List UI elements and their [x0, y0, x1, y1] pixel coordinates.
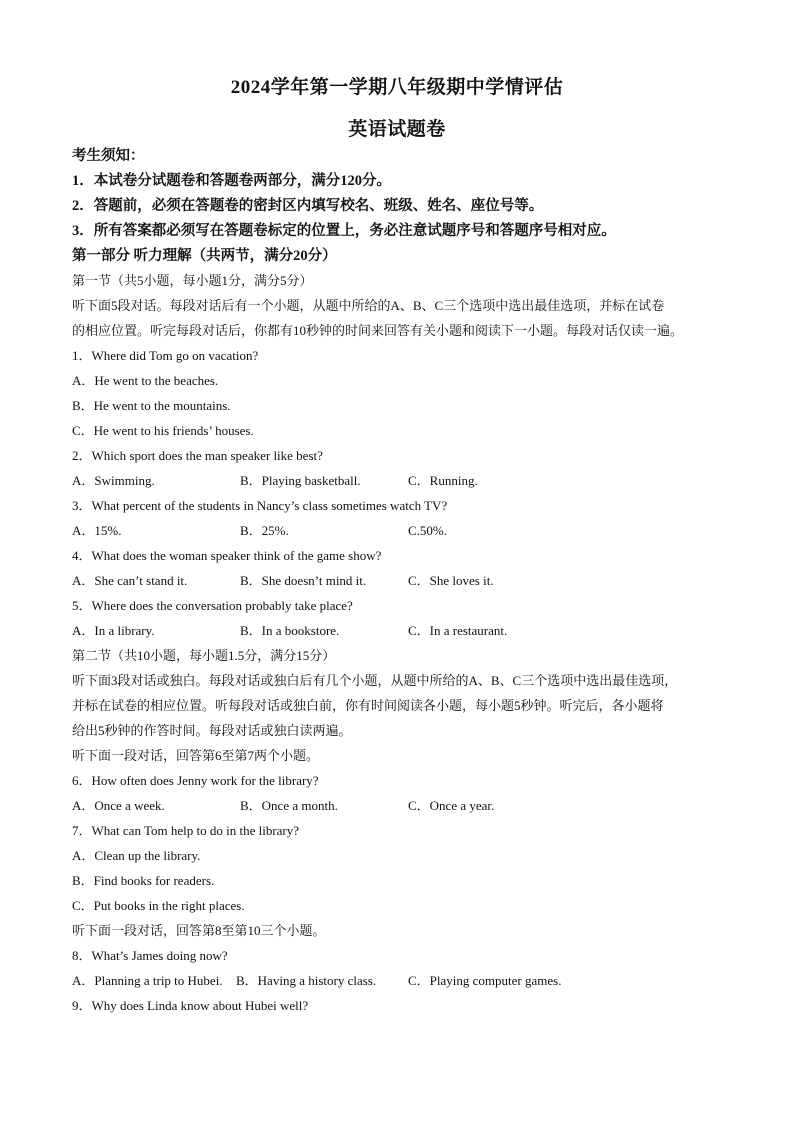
- exam-title: 2024学年第一学期八年级期中学情评估: [230, 77, 564, 98]
- section1-heading: 第一节（共5小题，每小题1分，满分5分）: [72, 273, 313, 288]
- part1-heading: 第一部分 听力理解（共两节，满分20分）: [72, 248, 337, 264]
- notice-item-2: 2．答题前，必须在答题卷的密封区内填写校名、班级、姓名、座位号等。: [72, 198, 544, 214]
- dialog2-intro: 听下面一段对话，回答第8至第10三个小题。: [72, 923, 326, 938]
- section2-heading: 第二节（共10小题，每小题1.5分，满分15分）: [72, 648, 336, 663]
- question-7-option-c: C．Put books in the right places.: [72, 898, 245, 913]
- question-3-option-c: C.50%.: [408, 523, 447, 538]
- section1-instructions-line1: 听下面5段对话。每段对话后有一个小题，从题中所给的A、B、C三个选项中选出最佳选项，并标在试卷: [72, 298, 665, 313]
- question-6-option-b: B．Once a month.: [240, 798, 338, 813]
- question-6-option-a: A．Once a week.: [72, 798, 165, 813]
- question-5-option-b: B．In a bookstore.: [240, 623, 340, 638]
- question-8-option-a: A．Planning a trip to Hubei.: [72, 973, 223, 988]
- question-1-option-a: A．He went to the beaches.: [72, 373, 219, 388]
- question-4-stem: 4．What does the woman speaker think of the game show?: [72, 548, 382, 563]
- question-7-stem: 7．What can Tom help to do in the library?: [72, 823, 300, 838]
- question-6-stem: 6．How often does Jenny work for the library?: [72, 773, 319, 788]
- question-2-option-a: A．Swimming.: [72, 473, 155, 488]
- question-3-option-b: B．25%.: [240, 523, 289, 538]
- question-2-option-b: B．Playing basketball.: [240, 473, 361, 488]
- question-9-stem: 9．Why does Linda know about Hubei well?: [72, 998, 309, 1013]
- question-1-stem: 1．Where did Tom go on vacation?: [72, 348, 259, 363]
- section1-instructions-line2: 的相应位置。听完每段对话后，你都有10秒钟的时间来回答有关小题和阅读下一小题。每段对话仅读一遍。: [72, 323, 684, 338]
- section2-instructions-line1: 听下面3段对话或独白。每段对话或独白后有几个小题，从题中所给的A、B、C三个选项中选出最佳选项，: [72, 673, 678, 688]
- question-5-option-a: A．In a library.: [72, 623, 155, 638]
- exam-subtitle: 英语试题卷: [348, 119, 446, 140]
- question-4-option-a: A．She can’t stand it.: [72, 573, 188, 588]
- notice-item-3: 3．所有答案都必须写在答题卷标定的位置上，务必注意试题序号和答题序号相对应。: [72, 223, 616, 239]
- question-8-option-b: B．Having a history class.: [236, 973, 377, 988]
- question-1-option-b: B．He went to the mountains.: [72, 398, 231, 413]
- dialog1-intro: 听下面一段对话，回答第6至第7两个小题。: [72, 748, 320, 763]
- question-5-stem: 5．Where does the conversation probably take place?: [72, 598, 353, 613]
- question-3-stem: 3．What percent of the students in Nancy’s class sometimes watch TV?: [72, 498, 448, 513]
- question-6-option-c: C．Once a year.: [408, 798, 495, 813]
- question-3-option-a: A．15%.: [72, 523, 122, 538]
- question-4-option-b: B．She doesn’t mind it.: [240, 573, 367, 588]
- question-1-option-c: C．He went to his friends’ houses.: [72, 423, 254, 438]
- question-8-stem: 8．What’s James doing now?: [72, 948, 228, 963]
- question-2-stem: 2．Which sport does the man speaker like best?: [72, 448, 323, 463]
- question-4-option-c: C．She loves it.: [408, 573, 494, 588]
- section2-instructions-line2: 并标在试卷的相应位置。听每段对话或独白前，你有时间阅读各小题，每小题5秒钟。听完后，各小题将: [72, 698, 664, 713]
- notice-heading: 考生须知：: [72, 148, 145, 164]
- question-7-option-a: A．Clean up the library.: [72, 848, 201, 863]
- question-5-option-c: C．In a restaurant.: [408, 623, 508, 638]
- section2-instructions-line3: 给出5秒钟的作答时间。每段对话或独白读两遍。: [72, 723, 352, 738]
- notice-item-1: 1．本试卷分试题卷和答题卷两部分，满分120分。: [72, 173, 391, 189]
- question-8-option-c: C．Playing computer games.: [408, 973, 562, 988]
- question-7-option-b: B．Find books for readers.: [72, 873, 215, 888]
- question-2-option-c: C．Running.: [408, 473, 478, 488]
